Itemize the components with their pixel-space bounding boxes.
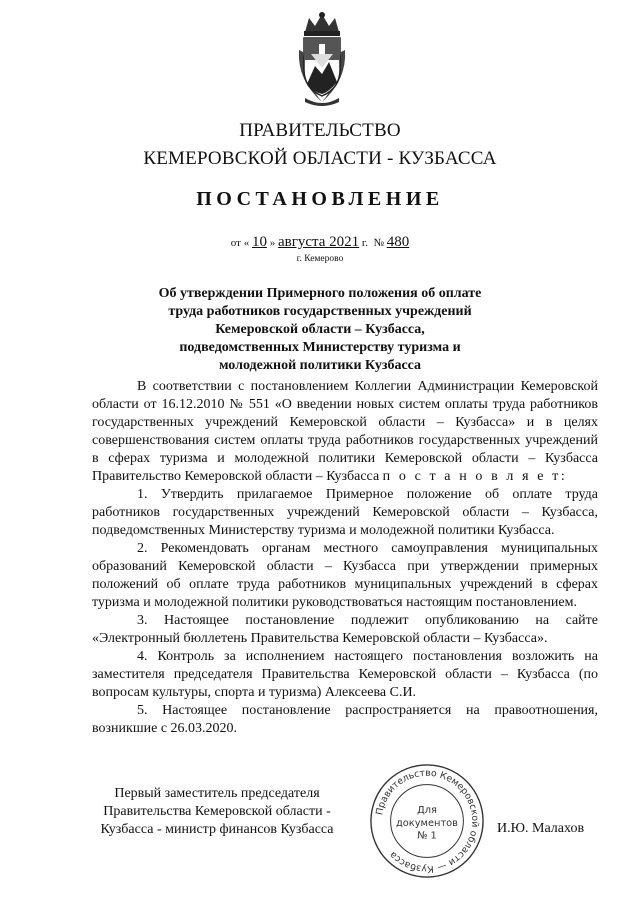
preamble-text: В соответствии с постановлением Коллегии Администрации Кемеровской области от 16.12.2010 № 551 «О введении новых систем оплаты труда работников государственных учреждений Кемеровской области – Кузбасса» и в целях совершенствования систем оплаты труда работников государственных учреждений в сферах туризма и молодежной политики Кемеровской области – Кузбасса Правительство Кемеровской области – Кузбасса xyxy=(92,379,598,484)
body-item: 4. Контроль за исполнением настоящего постановления возложить на заместителя председателя Правительства Кемеровской области – Кузбасса (по вопросам культуры, спорта и туризма) Алексеева С.И. xyxy=(92,649,598,700)
meta-mid: » xyxy=(269,237,276,249)
document-city: г. Кемерово xyxy=(296,254,344,264)
official-stamp xyxy=(368,762,486,880)
stamp-ring-text: Правительство Кемеровской области — Кузбасса xyxy=(374,767,481,875)
preamble-paragraph xyxy=(92,378,598,486)
meta-day: 10 xyxy=(251,234,267,250)
signer-line: Кузбасса - министр финансов Кузбасса xyxy=(100,822,334,837)
meta-number: 480 xyxy=(386,234,410,250)
coat-of-arms-icon xyxy=(295,10,349,110)
document-body xyxy=(92,378,598,738)
signer-line: Правительства Кемеровской области - xyxy=(103,804,331,819)
body-item: 1. Утвердить прилагаемое Примерное положение об оплате труда работников государственных учреждений Кемеровской области – Кузбасса, подведомственных Министерству туризма и молодежной политики Кузбасса. xyxy=(92,487,598,538)
meta-from-prefix: от « xyxy=(230,237,250,249)
signer-title xyxy=(88,785,346,839)
meta-month-year: августа 2021 xyxy=(277,234,360,250)
signer-line: Первый заместитель председателя xyxy=(114,786,320,801)
document-meta xyxy=(0,234,640,251)
signer-name: И.Ю. Малахов xyxy=(497,821,585,836)
stamp-center-line: документов xyxy=(396,817,458,829)
meta-year-suffix: г. xyxy=(361,237,368,249)
body-item: 2. Рекомендовать органам местного самоуправления муниципальных образований Кемеровской области – Кузбасса при утверждении примерных положений об оплате труда работников муниципальных учреждений в сферах туризма и молодежной политики руководствоваться настоящим постановлением. xyxy=(92,541,598,610)
document-type: ПОСТАНОВЛЕНИЕ xyxy=(196,188,444,210)
org-name-line2: КЕМЕРОВСКОЙ ОБЛАСТИ - КУЗБАССА xyxy=(143,148,497,169)
org-name-line1: ПРАВИТЕЛЬСТВО xyxy=(239,120,401,141)
body-item: 3. Настоящее постановление подлежит опубликованию на сайте «Электронный бюллетень Правительства Кемеровской области – Кузбасса». xyxy=(92,613,598,646)
heading-line: подведомственных Министерству туризма и xyxy=(179,340,461,355)
meta-number-prefix: № xyxy=(373,237,384,249)
heading-line: молодежной политики Кузбасса xyxy=(218,358,422,373)
decree-word: п о с т а н о в л я е т: xyxy=(382,469,568,484)
heading-line: Кемеровской области – Кузбасса, xyxy=(215,322,425,337)
stamp-center-line: № 1 xyxy=(417,830,437,842)
heading-line: труда работников государственных учреждений xyxy=(168,304,472,319)
heading-line: Об утверждении Примерного положения об оплате xyxy=(158,286,482,301)
document-heading xyxy=(140,285,500,375)
stamp-center-line: Для xyxy=(417,805,437,817)
body-item: 5. Настоящее постановление распространяется на правоотношения, возникшие с 26.03.2020. xyxy=(92,703,598,736)
